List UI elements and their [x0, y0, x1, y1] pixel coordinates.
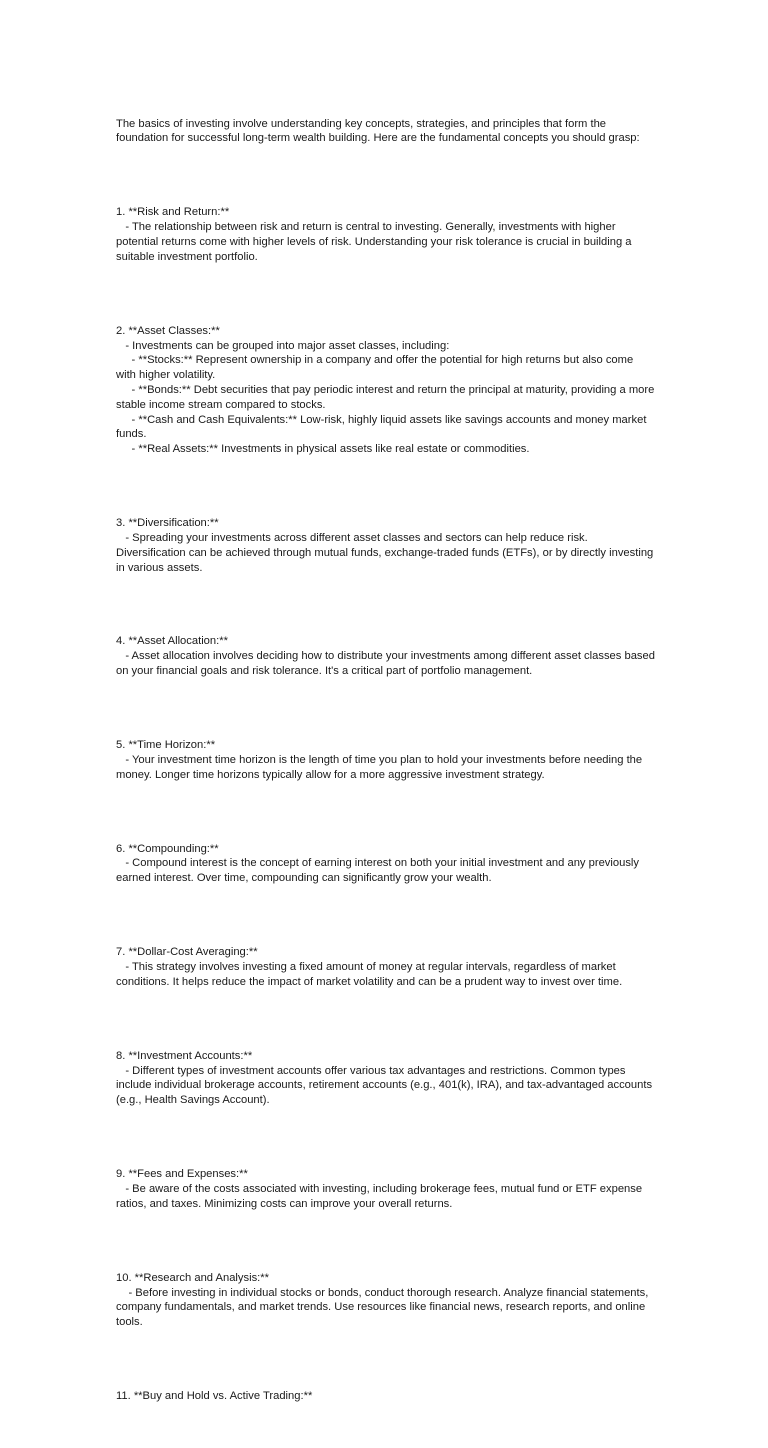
- text-line: - Be aware of the costs associated with investing, including brokerage fees, mutual fund or ETF expense ratios, and taxes. Minimizing costs can improve your overall returns.: [116, 1182, 646, 1210]
- section-risk-and-return: [116, 205, 656, 264]
- section-heading: 2. **Asset Classes:**: [116, 324, 220, 337]
- section-investment-accounts: [116, 1049, 656, 1108]
- text-line: - Asset allocation involves deciding how to distribute your investments among different asset classes based on your financial goals and risk tolerance. It's a critical part of portfolio management.: [116, 650, 659, 678]
- section-heading: 7. **Dollar-Cost Averaging:**: [116, 946, 258, 959]
- section-asset-classes: [116, 324, 656, 457]
- section-heading: 10. **Research and Analysis:**: [116, 1271, 269, 1284]
- text-line: - Spreading your investments across different asset classes and sectors can help reduce risk. Diversification can be achieved through mutual funds, exchange-traded funds (ETFs), or by directly investing in various assets.: [116, 531, 657, 574]
- section-buy-and-hold: [116, 1389, 656, 1404]
- text-line: - **Cash and Cash Equivalents:** Low-risk, highly liquid assets like savings accounts and money market funds.: [116, 413, 650, 441]
- text-line: - **Stocks:** Represent ownership in a company and offer the potential for high returns but also come with higher volatility.: [116, 354, 637, 382]
- text-line: - Compound interest is the concept of earning interest on both your initial investment and any previously earned interest. Over time, compounding can significantly grow your wealth.: [116, 857, 643, 885]
- text-line: - The relationship between risk and return is central to investing. Generally, investments with higher potential returns come with higher levels of risk. Understanding your risk tolerance is crucial in building a suitable investment portfolio.: [116, 221, 635, 263]
- text-line: - Before investing in individual stocks or bonds, conduct thorough research. Analyze financial statements, company fundamentals, and market trends. Use resources like financial news, research reports, and online tools.: [116, 1286, 652, 1329]
- section-heading: 4. **Asset Allocation:**: [116, 635, 228, 648]
- text-line: - **Bonds:** Debt securities that pay periodic interest and return the principal at maturity, providing a more stable income stream compared to stocks.: [116, 383, 658, 411]
- section-compounding: [116, 842, 656, 886]
- text-line: - Investments can be grouped into major asset classes, including:: [116, 339, 450, 352]
- section-heading: 1. **Risk and Return:**: [116, 206, 230, 219]
- section-time-horizon: [116, 738, 656, 782]
- section-heading: 3. **Diversification:**: [116, 517, 219, 530]
- section-diversification: [116, 516, 656, 575]
- text-line: - Different types of investment accounts offer various tax advantages and restrictions. Common types include individual brokerage accounts, retirement accounts (e.g., 401(k), IRA), and tax-advantaged accounts (e.g., Health Savings Account).: [116, 1064, 656, 1107]
- section-heading: 5. **Time Horizon:**: [116, 739, 216, 752]
- text-line: - This strategy involves investing a fixed amount of money at regular intervals, regardless of market conditions. It helps reduce the impact of market volatility and can be a prudent way to invest over time.: [116, 961, 623, 988]
- intro-paragraph: [116, 117, 656, 147]
- section-heading: 8. **Investment Accounts:**: [116, 1049, 253, 1062]
- document-body: [116, 87, 659, 1448]
- text-line: - Your investment time horizon is the length of time you plan to hold your investments before needing the money. Longer time horizons typically allow for a more aggressive investment strategy.: [116, 753, 646, 781]
- section-heading: 9. **Fees and Expenses:**: [116, 1168, 248, 1181]
- section-asset-allocation: [116, 634, 659, 678]
- section-fees-and-expenses: [116, 1167, 656, 1211]
- section-heading: 11. **Buy and Hold vs. Active Trading:**: [116, 1390, 313, 1403]
- section-dollar-cost-averaging: [116, 945, 656, 989]
- section-research-and-analysis: [116, 1271, 656, 1330]
- section-heading: 6. **Compounding:**: [116, 842, 219, 855]
- text-line: The basics of investing involve understanding key concepts, strategies, and principles that form the foundation for successful long-term wealth building. Here are the fundamental concepts you should grasp:: [116, 117, 640, 145]
- text-line: - **Real Assets:** Investments in physical assets like real estate or commodities.: [116, 443, 530, 456]
